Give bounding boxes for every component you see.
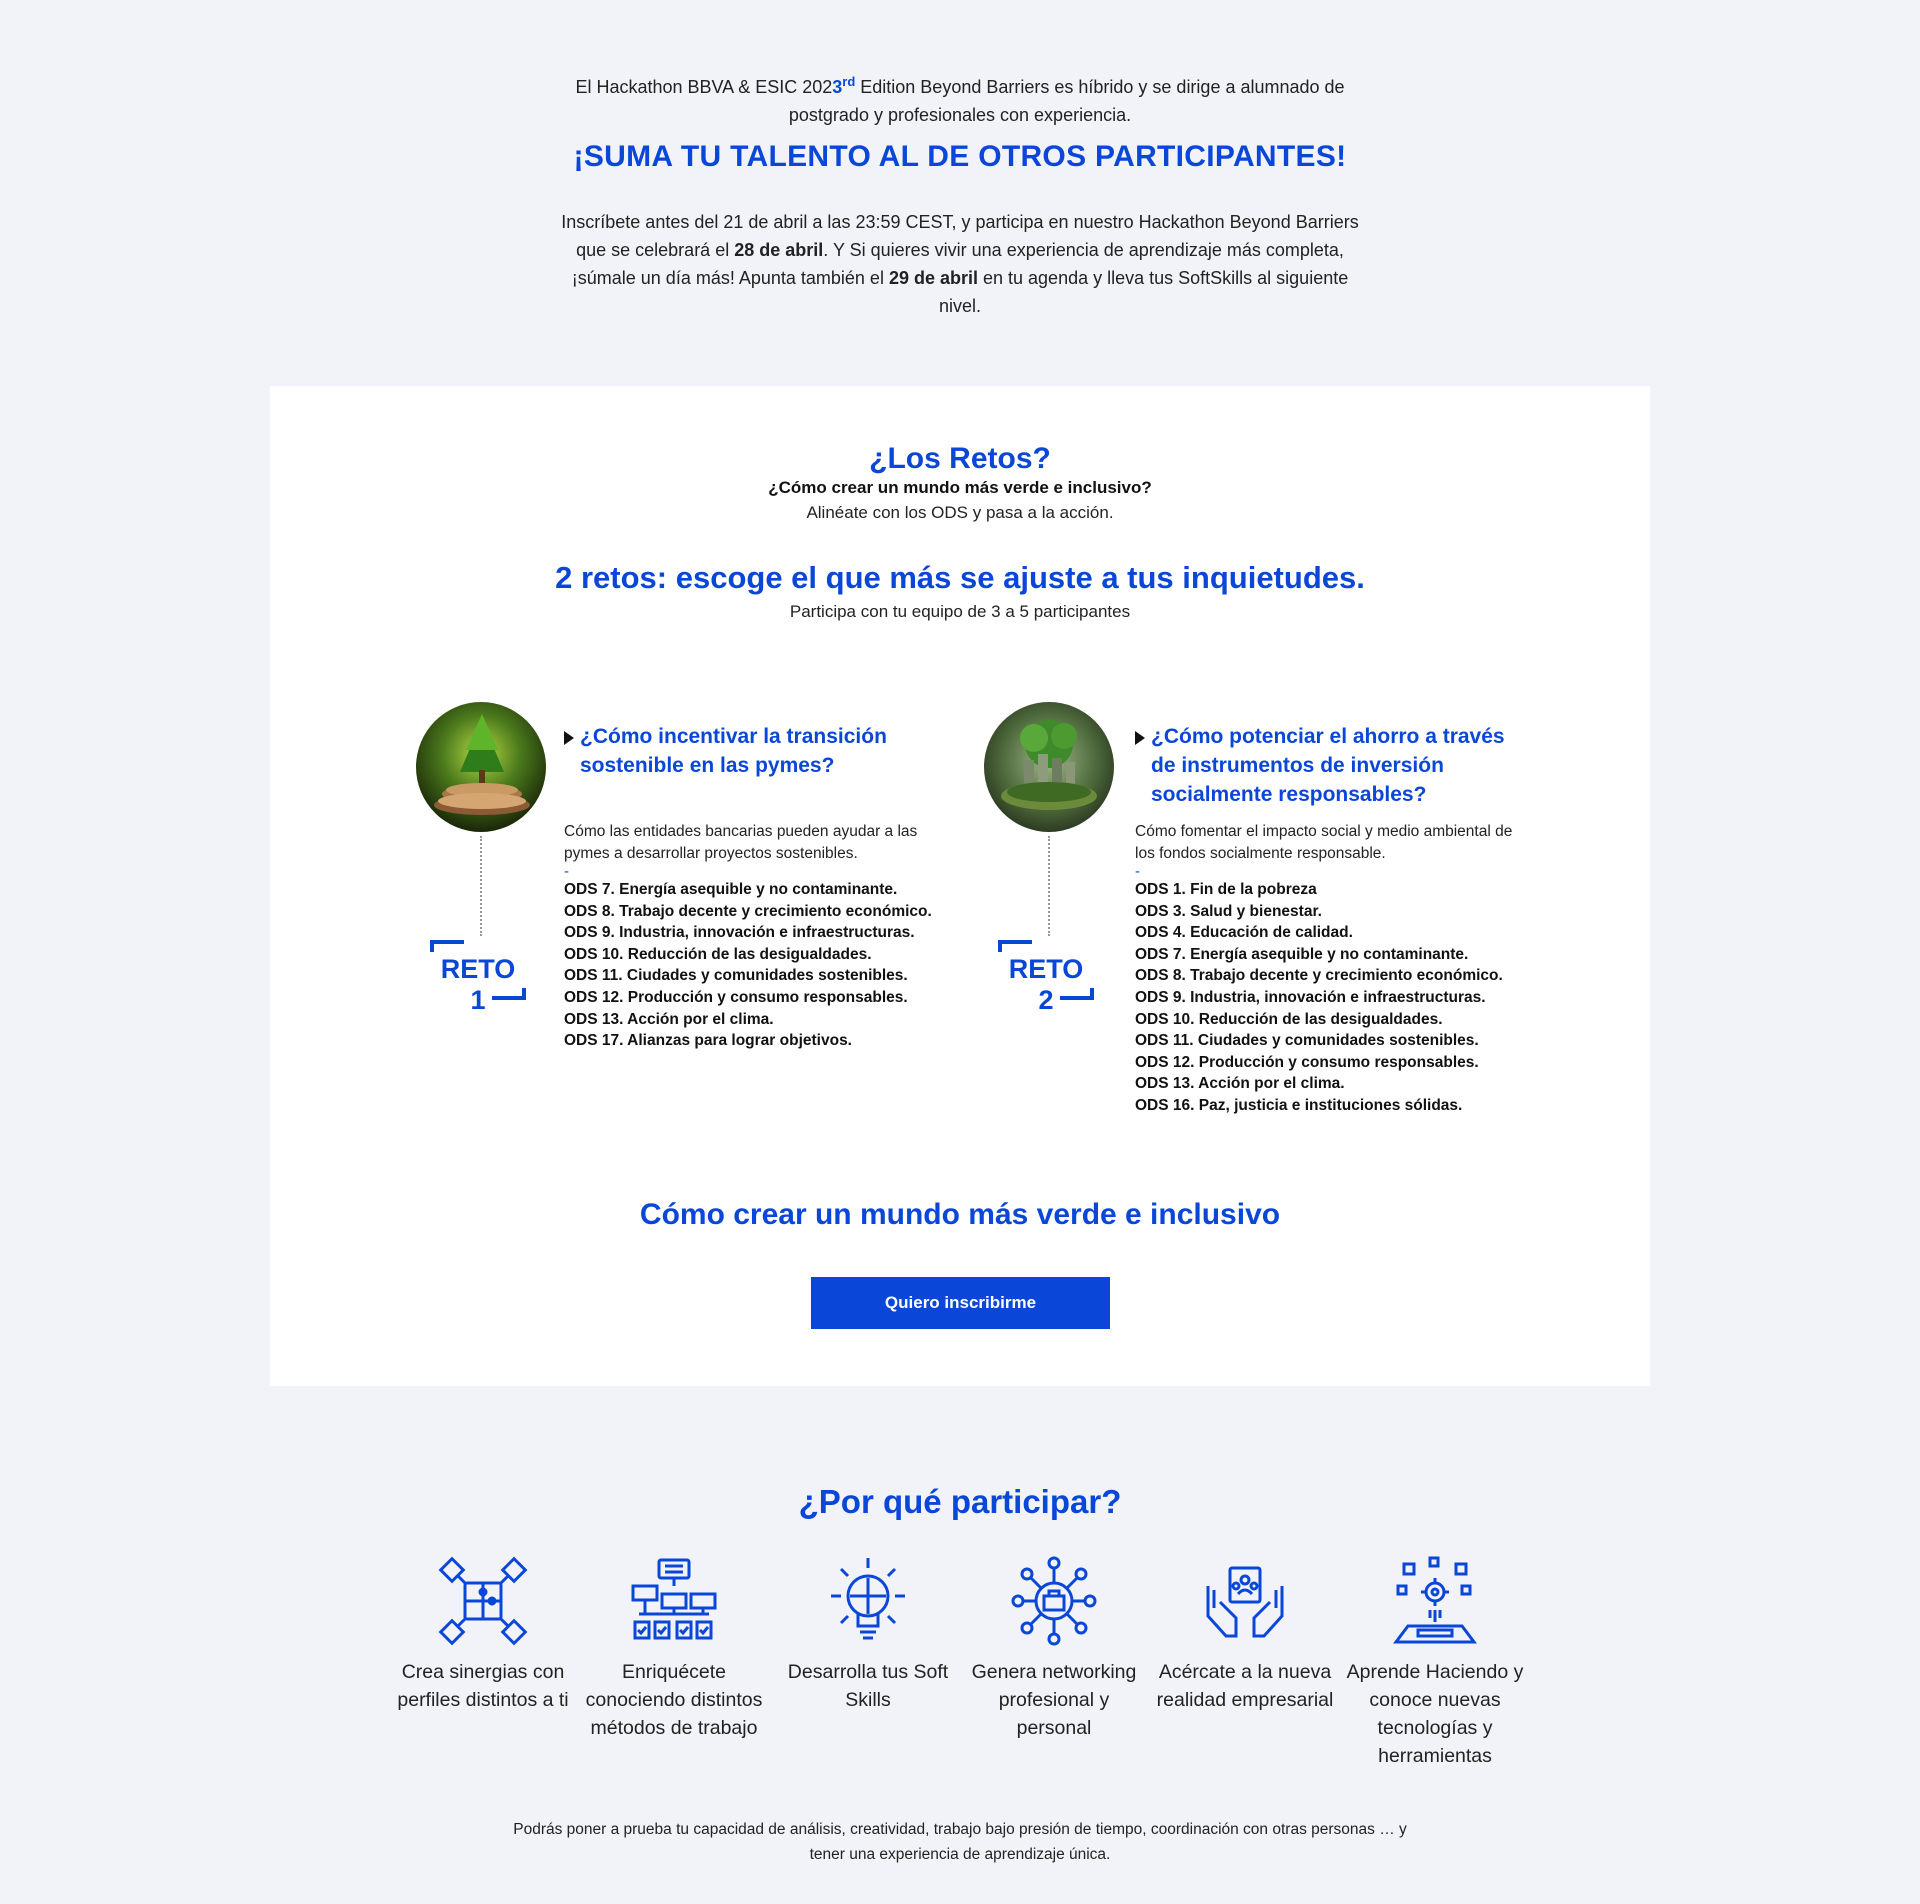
reto-2-ods-list — [1135, 879, 1545, 1117]
feature-metodos — [584, 1556, 764, 1742]
ods-item: ODS 10. Reducción de las desigualdades. — [1135, 1010, 1443, 1028]
intro-body: Inscríbete antes del 21 de abril a las 23:59 CEST, y participa en nuestro Hackathon Beyond Barriers que se celebrará el 28 de abril. Y Si quieres vivir una experiencia de aprendizaje más completa, ¡súmale un día más! Apunta también el 29 de abril en tu agenda y lleva tus SoftSkills al siguiente nivel. — [561, 212, 1359, 316]
reto-2-intro: Cómo fomentar el impacto social y medio ambiental de los fondos socialmente responsable. — [1135, 823, 1513, 862]
ods-item: ODS 7. Energía asequible y no contaminante. — [1135, 945, 1469, 963]
ods-item: ODS 12. Producción y consumo responsables. — [564, 988, 908, 1006]
puzzle-hands-icon — [438, 1556, 528, 1646]
feature-label: Crea sinergias con perfiles distintos a ti — [397, 1661, 569, 1711]
ods-item: ODS 7. Energía asequible y no contaminante. — [564, 881, 898, 898]
feature-soft-skills — [778, 1556, 958, 1714]
reto-1-badge: RETO 1 — [430, 940, 526, 1000]
ods-item: ODS 1. Fin de la pobreza — [1135, 881, 1317, 898]
footer-text: Podrás poner a prueba tu capacidad de análisis, creatividad, trabajo bajo presión de tiempo, coordinación con otras personas … y tener una experiencia de aprendizaje única. — [513, 1821, 1407, 1863]
edition-suffix: rd — [842, 74, 856, 89]
reto-1-connector — [480, 836, 482, 936]
retos-title: ¿Los Retos? — [869, 442, 1051, 475]
ods-item: ODS 13. Acción por el clima. — [1135, 1075, 1345, 1093]
feature-label: Genera networking profesional y personal — [971, 1661, 1137, 1739]
ods-item: ODS 10. Reducción de las desigualdades. — [564, 945, 872, 963]
lightbulb-puzzle-icon — [823, 1556, 913, 1646]
reto-1-dash: - — [564, 863, 569, 880]
retos-heading: 2 retos: escoge el que más se ajuste a tus inquietudes. — [555, 560, 1365, 595]
ods-item: ODS 8. Trabajo decente y crecimiento económico. — [564, 902, 932, 920]
feature-label: Enriquécete conociendo distintos métodos de trabajo — [585, 1661, 763, 1739]
ods-item: ODS 12. Producción y consumo responsables. — [1135, 1053, 1479, 1071]
por-que-title: ¿Por qué participar? — [798, 1483, 1122, 1520]
retos-heading-sub: Participa con tu equipo de 3 a 5 participantes — [789, 602, 1131, 621]
reto-2-photo — [984, 702, 1114, 832]
reto-1-intro: Cómo las entidades bancarias pueden ayudar a las pymes a desarrollar proyectos sostenibles. — [564, 823, 918, 862]
ods-item: ODS 16. Paz, justicia e instituciones sólidas. — [1135, 1096, 1463, 1114]
feature-networking — [964, 1556, 1144, 1742]
retos-subtitle: ¿Cómo crear un mundo más verde e inclusivo? — [768, 478, 1152, 497]
edition-number: 3 — [832, 77, 843, 97]
ods-item: ODS 4. Educación de calidad. — [1135, 924, 1353, 942]
date-29-abril: 29 de abril — [888, 268, 978, 288]
ods-item: ODS 17. Alianzas para lograr objetivos. — [564, 1032, 852, 1050]
ods-item: ODS 11. Ciudades y comunidades sostenibles. — [564, 967, 908, 985]
register-button[interactable]: Quiero inscribirme — [811, 1277, 1110, 1329]
feature-label: Aprende Haciendo y conoce nuevas tecnologías y herramientas — [1346, 1661, 1524, 1767]
feature-label: Desarrolla tus Soft Skills — [787, 1661, 949, 1711]
date-28-abril: 28 de abril — [734, 240, 824, 260]
intro-title: ¡SUMA TU TALENTO AL DE OTROS PARTICIPANTES! — [573, 140, 1347, 173]
closing-heading: Cómo crear un mundo más verde e inclusivo — [639, 1198, 1281, 1231]
feature-sinergias — [393, 1556, 573, 1714]
reto-2-badge: RETO 2 — [998, 940, 1094, 1000]
reto-2-question: ¿Cómo potenciar el ahorro a través de instrumentos de inversión socialmente responsables? — [1135, 722, 1521, 809]
tech-gear-icon — [1390, 1556, 1480, 1646]
feature-realidad — [1155, 1556, 1335, 1714]
ods-item: ODS 9. Industria, innovación e infraestructuras. — [564, 924, 915, 942]
briefcase-network-icon — [1009, 1556, 1099, 1646]
reto-1-ods-list — [564, 879, 964, 1052]
ods-item: ODS 9. Industria, innovación e infraestructuras. — [1135, 988, 1486, 1006]
ods-item: ODS 11. Ciudades y comunidades sostenibles. — [1135, 1032, 1479, 1050]
reto-2-connector — [1048, 836, 1050, 936]
ods-item: ODS 3. Salud y bienestar. — [1135, 902, 1322, 920]
intro-text: El Hackathon BBVA & ESIC 2023rd Edition Beyond Barriers es híbrido y se dirige a alumnado de postgrado y profesionales con experiencia. — [575, 74, 1345, 125]
ods-item: ODS 8. Trabajo decente y crecimiento económico. — [1135, 967, 1503, 985]
reto-1-question: ¿Cómo incentivar la transición sostenible en las pymes? — [564, 722, 900, 780]
reto-1-photo — [416, 702, 546, 832]
retos-card — [270, 386, 1650, 1386]
feature-aprende — [1345, 1556, 1525, 1770]
workflow-checklist-icon — [629, 1556, 719, 1646]
ods-item: ODS 13. Acción por el clima. — [564, 1010, 774, 1028]
reto-2-dash: - — [1135, 863, 1140, 880]
feature-label: Acércate a la nueva realidad empresarial — [1156, 1661, 1334, 1711]
hands-team-icon — [1200, 1556, 1290, 1646]
retos-description: Alinéate con los ODS y pasa a la acción. — [806, 503, 1114, 522]
